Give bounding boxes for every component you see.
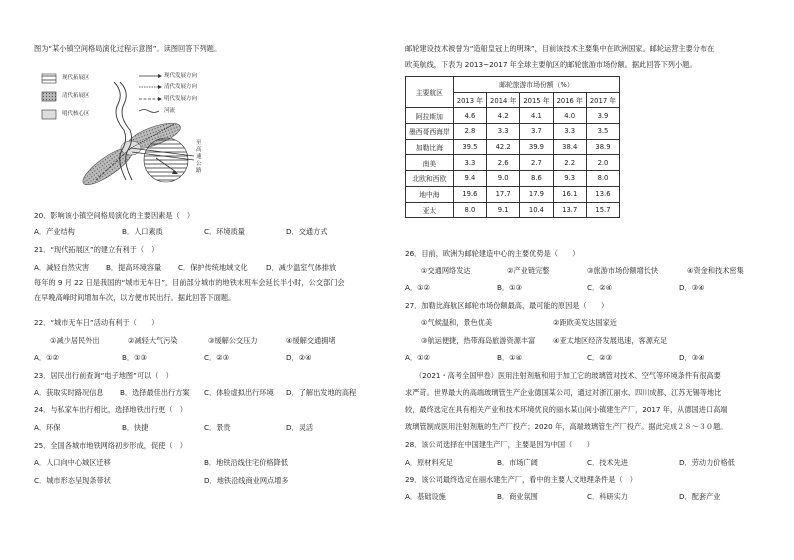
value-cell: 38.4 [553, 139, 586, 155]
q23-option-c[interactable]: C．体验虚拟出行环境 [204, 388, 274, 397]
legend-qing-expand: 清代拓展区 [62, 93, 90, 99]
table-row [406, 124, 620, 140]
region-cell: 墨西哥西海岸 [406, 124, 454, 140]
q27-option-c[interactable]: C．②③ [587, 353, 613, 362]
table-header-row [406, 77, 620, 93]
region-cell: 阿拉斯加 [406, 108, 454, 124]
q22-option-b[interactable]: B．①③ [122, 353, 148, 362]
year-2015: 2015 年 [520, 92, 553, 108]
table-row [406, 202, 620, 218]
region-cell: 南美 [406, 155, 454, 171]
value-cell: 2.7 [520, 155, 553, 171]
table-row [406, 171, 620, 187]
value-cell: 3.3 [487, 124, 520, 140]
value-cell: 2.0 [586, 155, 619, 171]
q20-option-d[interactable]: D．交通方式 [286, 227, 328, 236]
q29-stem: 29．该公司最终选定在丽水建生产厂，看中的主要人文地理条件是（ ） [405, 475, 637, 484]
table-row [406, 186, 620, 202]
q24-option-a[interactable]: A．环保 [34, 423, 61, 432]
q24-option-d[interactable]: D．灵活 [286, 423, 314, 432]
value-cell: 2.8 [453, 124, 486, 140]
q22-statement-4: ④缓解交通拥堵 [286, 336, 336, 345]
q27-statement-3: ③航运便捷，热带海岛旅游资源丰富 [421, 336, 536, 345]
value-cell: 16.1 [553, 186, 586, 202]
value-cell: 13.6 [586, 186, 619, 202]
q27-option-b[interactable]: B．①④ [497, 353, 523, 362]
q21-option-c[interactable]: C．保护传统地域文化 [178, 263, 248, 272]
region-cell: 亚太 [406, 202, 454, 218]
q22-option-d[interactable]: D．②④ [286, 353, 312, 362]
value-cell: 39.5 [453, 139, 486, 155]
value-cell: 38.9 [586, 139, 619, 155]
highway-label: 至高速公路 [196, 140, 202, 174]
right-intro-line2: 欧美航线，下表为 2013~2017 年全球主要航区的邮轮旅游市场份额。据此回答下列小题。 [405, 60, 697, 69]
q28-option-d[interactable]: D．劳动力价格低 [679, 458, 735, 467]
q27-stem: 27．加勒比海航区邮轮市场份额最高，最可能的原因是（ ） [405, 301, 609, 310]
value-cell: 3.3 [453, 155, 486, 171]
right-intro-line1: 邮轮建设技术被誉为“造船皇冠上的明珠”，目前该技术主要集中在欧洲国家。邮轮运营主要分布在 [405, 44, 715, 53]
year-2013: 2013 年 [453, 92, 486, 108]
q21-option-d[interactable]: D．减少温室气体排放 [266, 263, 337, 272]
passage3-line1: （2021・高考全国甲卷）医用注射剂瓶和用于加工它的玻璃管对技术、空气等环境条件有很高要 [415, 371, 721, 380]
q20-option-b[interactable]: B．人口素质 [122, 227, 163, 236]
q26-option-d[interactable]: D．③④ [679, 283, 705, 292]
q27-statement-4: ④亚太地区经济发展迅速，客源充足 [553, 336, 668, 345]
q23-option-d[interactable]: D．了解出发地的高程 [286, 388, 357, 397]
table-row [406, 139, 620, 155]
left-intro: 图为“某小镇空间格局演化过程示意图”。读图回答下列题。 [34, 44, 222, 53]
q25-option-a[interactable]: A．人口向中心城区迁移 [34, 458, 111, 467]
q22-statement-1: ①减少居民外出 [50, 336, 100, 345]
q29-option-c[interactable]: C．科研实力 [587, 492, 628, 501]
value-cell: 9.0 [487, 171, 520, 187]
q28-option-b[interactable]: B．市场广阔 [497, 458, 538, 467]
q25-option-d[interactable]: D．地铁沿线商业网点增多 [204, 476, 289, 485]
legend-modern-direction: 现代发展方向 [164, 73, 198, 79]
q24-stem: 24．与私家车出行相比，选择地铁出行更（ ） [34, 405, 187, 414]
q26-stem: 26．目前，欧洲为邮轮建造中心的主要优势是（ ） [405, 249, 580, 258]
value-cell: 4.6 [453, 108, 486, 124]
q25-stem: 25．全国各城市地铁网络初步形成，促使（ ） [34, 441, 187, 450]
value-cell: 19.6 [453, 186, 486, 202]
value-cell: 9.4 [453, 171, 486, 187]
q26-statement-3: ③旅游市场份额增长快 [587, 266, 659, 275]
value-cell: 8.6 [520, 171, 553, 187]
q21-option-a[interactable]: A．减轻自然灾害 [34, 263, 90, 272]
value-cell: 3.7 [520, 124, 553, 140]
value-cell: 4.1 [520, 108, 553, 124]
q22-statement-3: ③缓解公交压力 [208, 336, 258, 345]
value-cell: 2.6 [487, 155, 520, 171]
q26-statement-1: ①交通网络发达 [421, 266, 471, 275]
q20-option-a[interactable]: A．产业结构 [34, 227, 75, 236]
value-cell: 39.9 [520, 139, 553, 155]
q28-option-a[interactable]: A．原材料充足 [405, 458, 454, 467]
q22-option-c[interactable]: C．②③ [204, 353, 230, 362]
value-cell: 2.2 [553, 155, 586, 171]
q22-option-a[interactable]: A．①② [34, 353, 59, 362]
town-map-svg [36, 62, 236, 202]
q24-option-b[interactable]: B．快捷 [122, 423, 149, 432]
year-2014: 2014 年 [487, 92, 520, 108]
value-cell: 17.9 [520, 186, 553, 202]
q25-option-c[interactable]: C．城市形态呈现条带状 [34, 476, 111, 485]
q27-option-d[interactable]: D．③④ [679, 353, 705, 362]
value-cell: 15.7 [586, 202, 619, 218]
legend-ming-direction: 明代发展方向 [164, 96, 198, 102]
value-cell: 4.0 [553, 108, 586, 124]
passage3-line4: 玻璃管制成医用注射剂瓶的生产厂投产；2020 年，高端玻璃管生产厂投产。据此完成２８～３０题。 [405, 422, 728, 431]
legend-modern-expand: 现代拓展区 [62, 75, 90, 81]
q22-stem: 22．“城市无车日”活动有利于（ ） [34, 318, 159, 327]
q25-option-b[interactable]: B．地铁沿线住宅价格降低 [204, 458, 288, 467]
legend-river: 河流 [164, 108, 176, 114]
q27-statement-2: ②距欧美发达国家近 [553, 318, 617, 327]
q29-option-a[interactable]: A．基础设施 [405, 492, 446, 501]
q23-stem: 23．居民出行前查询“电子地图”可以（ ） [34, 371, 173, 380]
region-cell: 加勒比海 [406, 139, 454, 155]
q27-statement-1: ①气候温和，景色优美 [421, 318, 493, 327]
q29-option-d[interactable]: D．配套产业 [679, 492, 721, 501]
value-cell: 13.7 [553, 202, 586, 218]
value-cell: 8.0 [453, 202, 486, 218]
table-header-region: 主要航区 [406, 77, 454, 108]
value-cell: 9.1 [487, 202, 520, 218]
value-cell: 8.0 [586, 171, 619, 187]
region-cell: 地中海 [406, 186, 454, 202]
q26-statement-4: ④资金和技术密集 [687, 266, 744, 275]
year-2016: 2016 年 [553, 92, 586, 108]
q28-stem: 28．该公司选择在中国建生产厂，主要是因为中国（ ） [405, 440, 594, 449]
q28-option-c[interactable]: C．技术先进 [587, 458, 628, 467]
q23-option-a[interactable]: A．获取实时路况信息 [34, 388, 104, 397]
cruise-market-table [405, 76, 620, 218]
value-cell: 10.4 [520, 202, 553, 218]
region-cell: 北欧和西欧 [406, 171, 454, 187]
q26-statement-2: ②产业链完整 [507, 266, 550, 275]
table-row [406, 155, 620, 171]
q26-option-c[interactable]: C．②④ [587, 283, 613, 292]
q20-stem: 20．影响该小镇空间格局演化的主要因素是（ ） [34, 211, 195, 220]
passage3-line2: 求严苛。世界最大的高端玻璃管生产企业德国某公司，通过对浙江丽水、四川成都、江苏无锡等地比 [405, 388, 722, 397]
q22-statement-2: ②减轻大气污染 [128, 336, 178, 345]
q26-option-a[interactable]: A．①② [405, 283, 430, 292]
q26-option-b[interactable]: B．①③ [497, 283, 523, 292]
q20-option-c[interactable]: C．环境质量 [204, 227, 245, 236]
value-cell: 4.2 [487, 108, 520, 124]
q24-option-c[interactable]: C．景贵 [204, 423, 231, 432]
value-cell: 42.2 [487, 139, 520, 155]
passage3-line3: 较，最终选定在具有相关产业和技术环境优良的丽水某山间小镇建生产厂，2017 年，从德国进口高端 [405, 405, 728, 414]
q21-option-b[interactable]: B．提高环境容量 [106, 263, 162, 272]
q29-option-b[interactable]: B．商业氛围 [497, 492, 538, 501]
value-cell: 3.3 [553, 124, 586, 140]
q21-stem: 21．“现代拓展区”的建立有利于（ ） [34, 245, 159, 254]
value-cell: 17.7 [487, 186, 520, 202]
q23-option-b[interactable]: B．选择最佳出行方案 [120, 388, 190, 397]
legend-qing-direction: 清代发展方向 [164, 84, 198, 90]
value-cell: 9.3 [553, 171, 586, 187]
table-row [406, 108, 620, 124]
legend-ming-core: 明代核心区 [62, 111, 90, 117]
value-cell: 3.9 [586, 108, 619, 124]
q27-option-a[interactable]: A．①② [405, 353, 430, 362]
passage2-line1: 每年的 9 月 22 日是我国的“城市无车日”，目前部分城市的地铁末班车会延长半小时，公交部门会 [34, 278, 345, 287]
passage2-line2: 在早晚高峰时间增加车次，以方便市民出行。据此回答下面题。 [34, 293, 236, 302]
town-map [36, 62, 236, 202]
value-cell: 3.5 [586, 124, 619, 140]
year-2017: 2017 年 [586, 92, 619, 108]
table-header-share: 邮轮旅游市场份额（%） [453, 77, 619, 93]
